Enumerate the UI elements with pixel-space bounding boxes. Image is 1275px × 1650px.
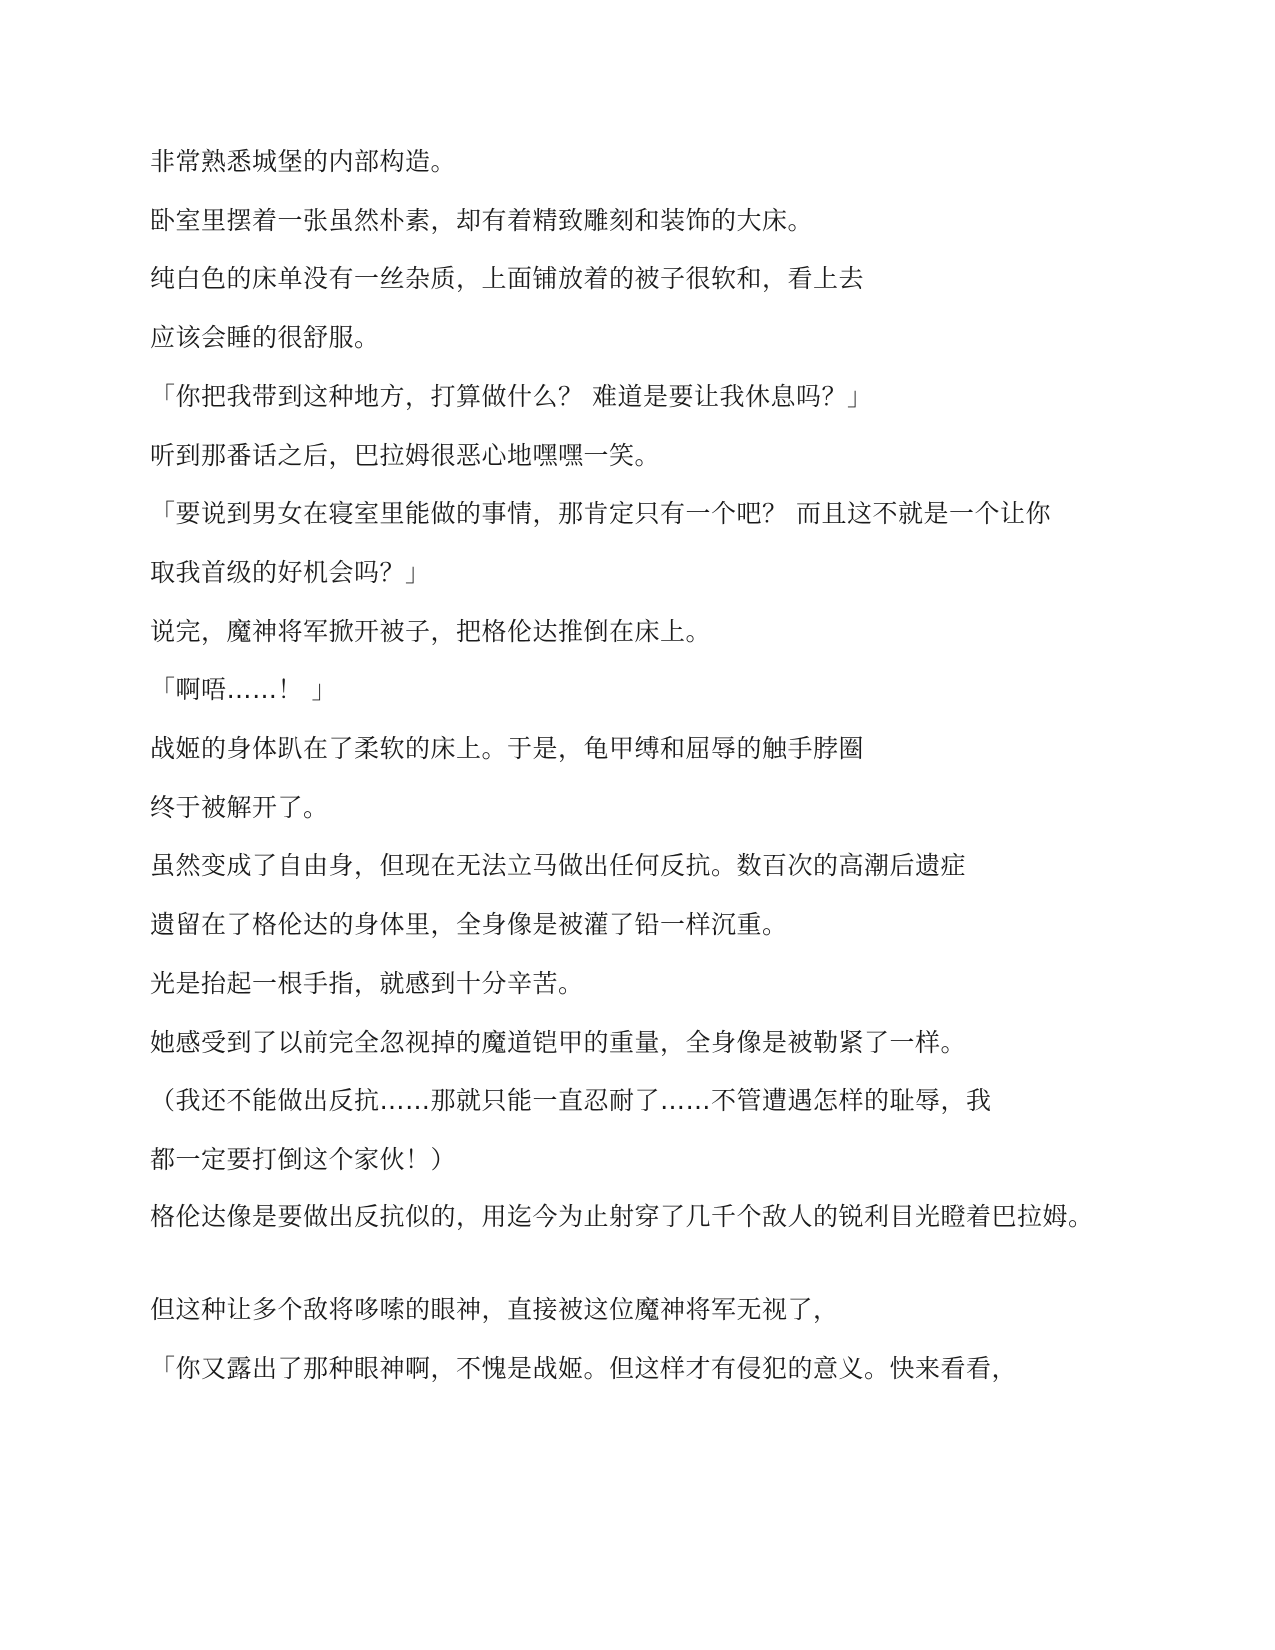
text-line: 非常熟悉城堡的内部构造。 <box>150 147 457 176</box>
text-line: 应该会睡的很舒服。 <box>150 323 380 352</box>
text-line: 说完，魔神将军掀开被子，把格伦达推倒在床上。 <box>150 617 712 646</box>
text-line: 光是抬起一根手指，就感到十分辛苦。 <box>150 969 584 998</box>
text-line: 虽然变成了自由身，但现在无法立马做出任何反抗。数百次的高潮后遗症 <box>150 851 967 880</box>
text-line: （我还不能做出反抗……那就只能一直忍耐了……不管遭遇怎样的耻辱，我 <box>150 1086 992 1115</box>
text-line: 都一定要打倒这个家伙！） <box>150 1145 457 1174</box>
text-line: 她感受到了以前完全忽视掉的魔道铠甲的重量，全身像是被勒紧了一样。 <box>150 1028 967 1057</box>
text-line: 终于被解开了。 <box>150 793 329 822</box>
text-line: 取我首级的好机会吗？」 <box>150 558 431 587</box>
text-line: 卧室里摆着一张虽然朴素，却有着精致雕刻和装饰的大床。 <box>150 206 814 235</box>
text-line: 「你又露出了那种眼神啊，不愧是战姬。但这样才有侵犯的意义。快来看看， <box>150 1354 1018 1383</box>
text-line: 「要说到男女在寝室里能做的事情，那肯定只有一个吧？ 而且这不就是一个让你 <box>150 499 1051 528</box>
text-paragraph: 格伦达像是要做出反抗似的，用迄今为止射穿了几千个敌人的锐利目光瞪着巴拉姆。 <box>150 1202 1094 1231</box>
text-line: 听到那番话之后，巴拉姆很恶心地嘿嘿一笑。 <box>150 441 661 470</box>
text-line: 纯白色的床单没有一丝杂质，上面铺放着的被子很软和，看上去 <box>150 264 865 293</box>
text-line: 遗留在了格伦达的身体里，全身像是被灌了铅一样沉重。 <box>150 910 788 939</box>
text-line: 战姬的身体趴在了柔软的床上。于是，龟甲缚和屈辱的触手脖圈 <box>150 734 865 763</box>
text-line: 「你把我带到这种地方，打算做什么？ 难道是要让我休息吗？」 <box>150 382 873 411</box>
text-line: 「啊唔……！ 」 <box>150 675 337 704</box>
text-line: 但这种让多个敌将哆嗦的眼神，直接被这位魔神将军无视了， <box>150 1295 839 1324</box>
